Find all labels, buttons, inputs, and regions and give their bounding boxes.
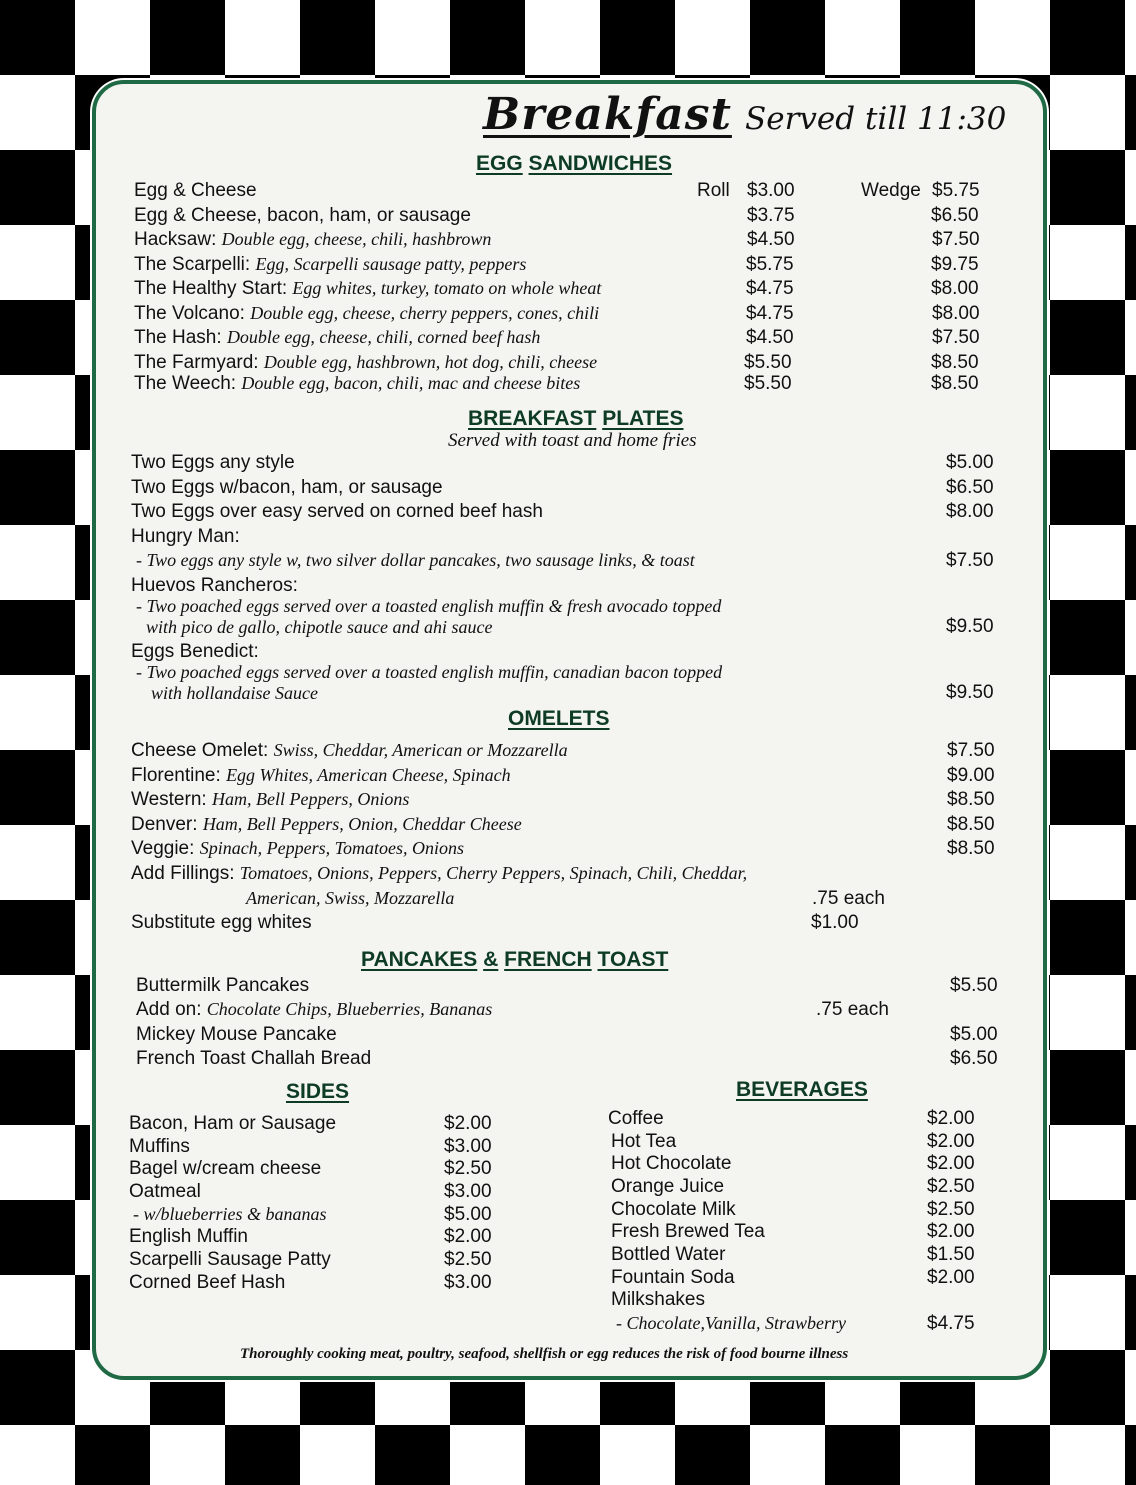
egg-wedge-price-8: $8.50 [931,373,979,394]
omelet-item-3: Denver: Ham, Bell Peppers, Onion, Cheddar Cheese [131,814,522,835]
beverage-price-0: $2.00 [927,1108,975,1129]
plates-subtitle: Served with toast and home fries [448,430,697,451]
beverage-item-8: Milkshakes [611,1289,705,1310]
beverage-item-2: Hot Chocolate [611,1153,732,1174]
section-breakfast-plates: BREAKFAST PLATES [468,407,684,430]
food-safety-notice: Thoroughly cooking meat, poultry, seafood, shellfish or egg reduces the risk of food bourne illness [240,1346,849,1362]
egg-wedge-price-1: $6.50 [931,205,979,226]
beverage-item-0: Coffee [608,1108,664,1129]
add-fillings: Add Fillings: Tomatoes, Onions, Peppers, Cherry Peppers, Spinach, Chili, Cheddar, [131,863,748,884]
pancake-price-1: $5.00 [950,1024,998,1045]
plate-item-2: Two Eggs over easy served on corned beef hash [131,501,543,522]
beverage-price-3: $2.50 [927,1176,975,1197]
side-price-3: $3.00 [444,1181,492,1202]
omelet-price-0: $7.50 [947,740,995,761]
served-time: Served till 11:30 [745,101,1007,137]
beverage-price-5: $2.00 [927,1221,975,1242]
plate-item-0: Two Eggs any style [131,452,295,473]
beverage-item-7: Fountain Soda [611,1267,735,1288]
omelet-price-2: $8.50 [947,789,995,810]
beverage-item-3: Orange Juice [611,1176,725,1197]
beverage-price-7: $2.00 [927,1267,975,1288]
plate-item-1: Two Eggs w/bacon, ham, or sausage [131,477,443,498]
egg-roll-price-5: $4.75 [746,303,794,324]
omelet-price-1: $9.00 [947,765,995,786]
roll-label: Roll [697,180,730,201]
plate-price-0: $5.00 [946,452,994,473]
beverage-price-6: $1.50 [927,1244,975,1265]
egg-roll-price-6: $4.50 [746,327,794,348]
substitute-price: $1.00 [811,912,859,933]
pancake-price-0: $5.50 [950,975,998,996]
side-price-5: $2.00 [444,1226,492,1247]
egg-roll-price-8: $5.50 [744,373,792,394]
egg-roll-price-0: $3.00 [747,180,795,201]
menu-card [92,80,1047,1380]
side-item-2: Bagel w/cream cheese [129,1158,322,1179]
beverage-item-4: Chocolate Milk [611,1199,736,1220]
egg-wedge-price-5: $8.00 [932,303,980,324]
side-price-7: $3.00 [444,1272,492,1293]
omelet-item-2: Western: Ham, Bell Peppers, Onions [131,789,410,810]
plate-price-1: $6.50 [946,477,994,498]
add-fillings-price: .75 each [812,888,885,909]
egg-item-5: The Volcano: Double egg, cheese, cherry peppers, cones, chili [134,303,600,324]
section-beverages: BEVERAGES [736,1078,868,1101]
beverage-item-1: Hot Tea [611,1131,677,1152]
egg-roll-price-7: $5.50 [744,352,792,373]
omelet-price-4: $8.50 [947,838,995,859]
side-item-6: Scarpelli Sausage Patty [129,1249,331,1270]
section-sides: SIDES [286,1080,350,1103]
beverage-item-6: Bottled Water [611,1244,726,1265]
plate-desc-3: - Two eggs any style w, two silver dollar pancakes, two sausage links, & toast [136,550,695,570]
egg-roll-price-1: $3.75 [747,205,795,226]
egg-wedge-price-7: $8.50 [931,352,979,373]
pancake-addon-price: .75 each [816,999,889,1020]
egg-item-8: The Weech: Double egg, bacon, chili, mac and cheese bites [134,373,581,394]
omelet-item-0: Cheese Omelet: Swiss, Cheddar, American or Mozzarella [131,740,568,761]
side-price-0: $2.00 [444,1113,492,1134]
egg-item-0: Egg & Cheese [134,180,257,201]
egg-roll-price-3: $5.75 [746,254,794,275]
egg-item-4: The Healthy Start: Egg whites, turkey, tomato on whole wheat [134,278,602,299]
egg-wedge-price-3: $9.75 [931,254,979,275]
plate-item-5: Eggs Benedict: [131,641,259,662]
egg-wedge-price-0: $5.75 [932,180,980,201]
plate-price-2: $8.00 [946,501,994,522]
section-egg-sandwiches: EGG SANDWICHES [476,152,673,175]
side-item-0: Bacon, Ham or Sausage [129,1113,337,1134]
menu-title: Breakfast [483,89,732,140]
plate-desc-5a: - Two poached eggs served over a toasted english muffin, canadian bacon topped [136,662,723,682]
plate-item-4: Huevos Rancheros: [131,575,298,596]
egg-item-7: The Farmyard: Double egg, hashbrown, hot dog, chili, cheese [134,352,598,373]
add-fillings-desc: American, Swiss, Mozzarella [246,888,455,908]
pancake-addon: Add on: Chocolate Chips, Blueberries, Bananas [136,999,493,1020]
beverage-price-4: $2.50 [927,1199,975,1220]
plate-desc-5b: with hollandaise Sauce [151,683,318,703]
omelet-item-4: Veggie: Spinach, Peppers, Tomatoes, Onions [131,838,465,859]
side-item-5: English Muffin [129,1226,248,1247]
plate-price-4: $9.50 [946,616,994,637]
wedge-label: Wedge [861,180,921,201]
plate-price-5: $9.50 [946,682,994,703]
milkshake-price: $4.75 [927,1313,975,1334]
side-item-1: Muffins [129,1136,190,1157]
pancake-item-2: French Toast Challah Bread [136,1048,372,1069]
beverage-price-2: $2.00 [927,1153,975,1174]
side-price-6: $2.50 [444,1249,492,1270]
egg-wedge-price-4: $8.00 [931,278,979,299]
omelet-price-3: $8.50 [947,814,995,835]
egg-item-3: The Scarpelli: Egg, Scarpelli sausage patty, peppers [134,254,527,275]
section-pancakes: PANCAKES & FRENCH TOAST [361,948,669,971]
egg-roll-price-4: $4.75 [746,278,794,299]
pancake-item-1: Mickey Mouse Pancake [136,1024,337,1045]
plate-item-3: Hungry Man: [131,526,240,547]
egg-item-1: Egg & Cheese, bacon, ham, or sausage [134,205,471,226]
section-omelets: OMELETS [508,707,610,730]
side-price-4: $5.00 [444,1204,492,1225]
substitute-egg-whites: Substitute egg whites [131,912,312,933]
side-item-7: Corned Beef Hash [129,1272,286,1293]
plate-desc-4a: - Two poached eggs served over a toasted english muffin & fresh avocado topped [136,596,722,616]
plate-desc-4b: with pico de gallo, chipotle sauce and ahi sauce [146,617,493,637]
plate-price-3: $7.50 [946,550,994,571]
egg-wedge-price-2: $7.50 [932,229,980,250]
pancake-price-2: $6.50 [950,1048,998,1069]
egg-item-6: The Hash: Double egg, cheese, chili, corned beef hash [134,327,541,348]
egg-item-2: Hacksaw: Double egg, cheese, chili, hashbrown [134,229,492,250]
side-price-2: $2.50 [444,1158,492,1179]
side-price-1: $3.00 [444,1136,492,1157]
egg-wedge-price-6: $7.50 [932,327,980,348]
beverage-price-1: $2.00 [927,1131,975,1152]
egg-roll-price-2: $4.50 [747,229,795,250]
beverage-item-5: Fresh Brewed Tea [611,1221,765,1242]
side-item-4: - w/blueberries & bananas [133,1204,327,1224]
milkshake-flavors: - Chocolate,Vanilla, Strawberry [616,1313,846,1333]
pancake-item-0: Buttermilk Pancakes [136,975,310,996]
side-item-3: Oatmeal [129,1181,201,1202]
omelet-item-1: Florentine: Egg Whites, American Cheese, Spinach [131,765,511,786]
